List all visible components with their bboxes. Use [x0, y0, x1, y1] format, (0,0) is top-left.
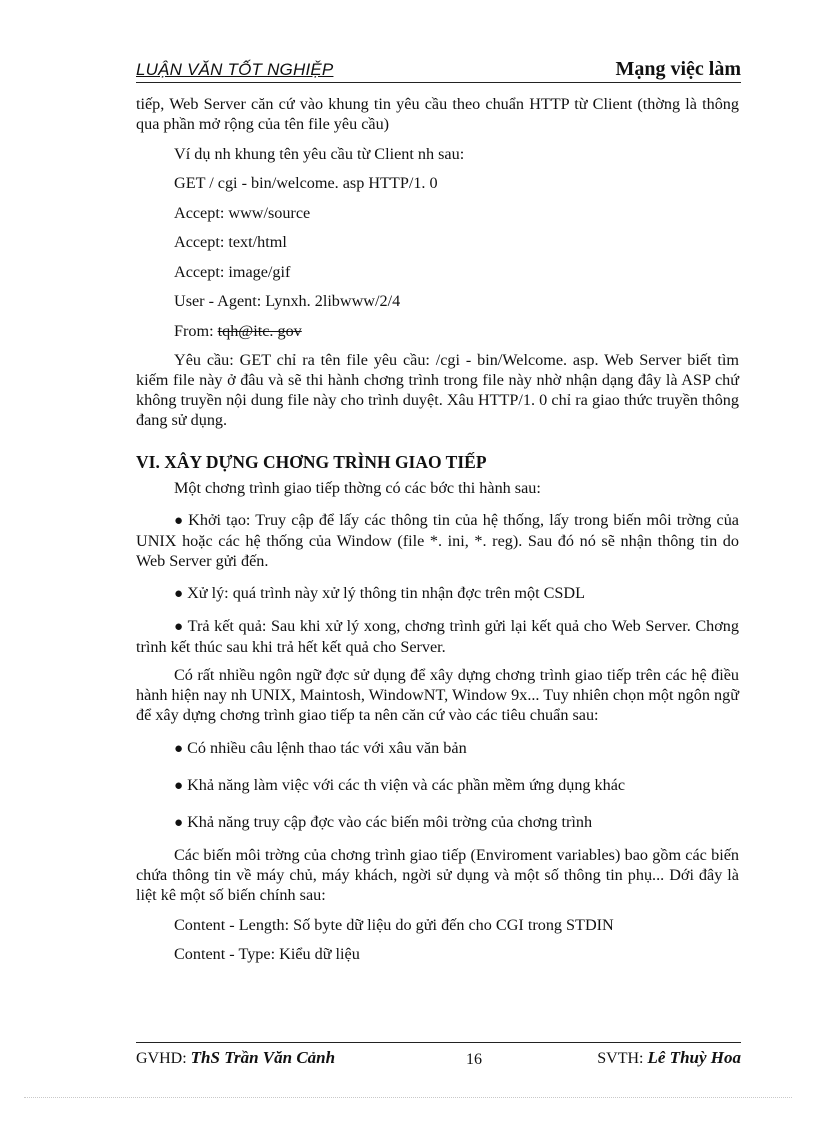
bullet-icon: ● [174, 513, 185, 529]
paragraph: Có rất nhiều ngôn ngữ đợc sử dụng để xây dựng chơng trình giao tiếp trên các hệ điều hành hiện nay nh UNIX, Maintosh, WindowNT, Window 9x... Tuy nhiên chọn một ngôn ngữ để xây dựng chơng trình giao tiếp ta nên căn cứ vào các tiêu chuẩn sau: [136, 666, 739, 724]
code-line: Accept: www/source [174, 203, 311, 222]
from-label: From: [174, 321, 218, 340]
student [597, 1048, 741, 1068]
paragraph: Ví dụ nh khung tên yêu cầu từ Client nh sau: [174, 144, 465, 163]
list-item [136, 738, 739, 759]
list-item-text: Khả năng làm việc với các th viện và các phần mềm ứng dụng khác [187, 776, 626, 794]
list-item-text: Khởi tạo: Truy cập để lấy các thông tin của hệ thống, lấy trong biến môi trờng của UNIX hoặc các hệ thống của Window (file *. ini, *. reg). Sau đó nó sẽ nhận thông tin do Web Server gửi đến. [136, 511, 739, 570]
code-line: Accept: image/gif [174, 262, 291, 281]
student-label: SVTH: [597, 1050, 648, 1067]
bullet-icon: ● [174, 586, 184, 602]
code-line-from [136, 321, 739, 341]
list-item-text: Khả năng truy cập đợc vào các biến môi trờng của chơng trình [187, 813, 593, 831]
paragraph: Content - Length: Số byte dữ liệu do gửi đến cho CGI trong STDIN [174, 915, 614, 934]
paragraph: Một chơng trình giao tiếp thờng có các bớc thi hành sau: [174, 479, 541, 497]
supervisor-label: GVHD: [136, 1050, 191, 1067]
list-item [136, 812, 739, 833]
bullet-icon: ● [174, 619, 184, 635]
code-line: Accept: text/html [174, 233, 287, 251]
page-header [136, 58, 741, 83]
supervisor-name: ThS Trần Văn Cảnh [190, 1048, 336, 1067]
list-item [136, 510, 739, 571]
paragraph: tiếp, Web Server căn cứ vào khung tin yêu cầu theo chuẩn HTTP từ Client (thờng là thông qua phần mở rộng của tên file yêu cầu) [136, 95, 739, 133]
bullet-icon: ● [174, 815, 184, 831]
paragraph: Content - Type: Kiểu dữ liệu [174, 945, 360, 963]
thesis-title: LUẬN VĂN TỐT NGHIỆP [136, 60, 334, 79]
list-item [136, 616, 739, 657]
code-line: User - Agent: Lynxh. 2libwww/2/4 [174, 292, 401, 310]
email-text: tqh@itc. gov [217, 321, 302, 340]
list-item-text: Trả kết quả: Sau khi xử lý xong, chơng trình gửi lại kết quả cho Web Server. Chơng trình kết thúc sau khi trả hết kết quả cho Server. [136, 617, 739, 656]
bullet-icon: ● [174, 778, 184, 794]
list-item [136, 583, 739, 604]
paragraph: Các biến môi trờng của chơng trình giao tiếp (Enviroment variables) bao gồm các biến chứa thông tin về máy chủ, máy khách, ngời sử dụng và một số thông tin phụ... Dới đây là liệt kê một số biến chính sau: [136, 846, 739, 904]
page-number: 16 [466, 1051, 482, 1068]
paragraph: Yêu cầu: GET chỉ ra tên file yêu cầu: /cgi - bin/Welcome. asp. Web Server biết tìm kiếm file này ở đâu và sẽ thi hành chơng trình trong file này nhờ nhận dạng đây là ASP chứ không truyền nội dung file này cho trình duyệt. Xâu HTTP/1. 0 chỉ ra giao thức truyền thông đang sử dụng. [136, 351, 739, 429]
list-item-text: Xử lý: quá trình này xử lý thông tin nhận đợc trên một CSDL [187, 584, 585, 602]
section-heading: VI. XÂY DỰNG CHƠNG TRÌNH GIAO TIẾP [136, 452, 487, 472]
page-body [136, 94, 739, 964]
page-footer [136, 1042, 741, 1073]
supervisor [136, 1048, 335, 1068]
student-name: Lê Thuỳ Hoa [647, 1048, 741, 1067]
section-title: Mạng việc làm [615, 58, 741, 80]
list-item [136, 775, 739, 796]
page-bottom-divider [24, 1097, 792, 1098]
list-item-text: Có nhiều câu lệnh thao tác với xâu văn bản [187, 739, 467, 757]
code-line: GET / cgi - bin/welcome. asp HTTP/1. 0 [174, 174, 438, 192]
bullet-icon: ● [174, 741, 184, 757]
